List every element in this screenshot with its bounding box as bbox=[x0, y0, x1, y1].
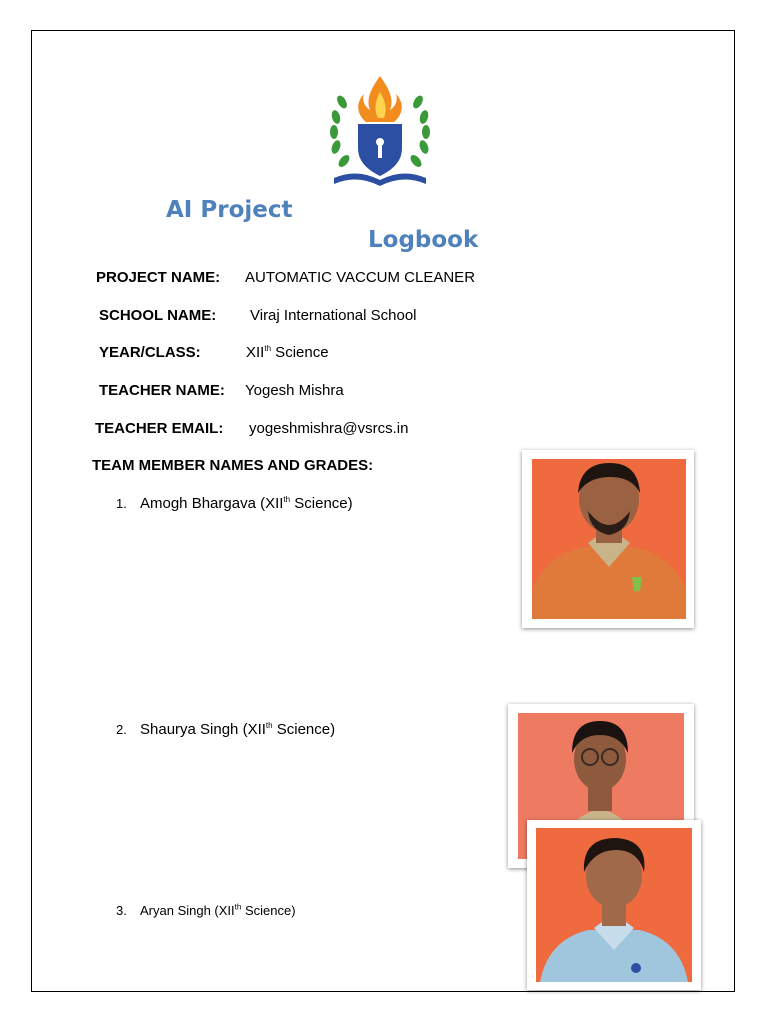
teacher-name-label: TEACHER NAME: bbox=[99, 382, 225, 399]
teacher-name-value: Yogesh Mishra bbox=[245, 382, 344, 399]
year-class-label: YEAR/CLASS: bbox=[99, 344, 201, 361]
teacher-email-value: yogeshmishra@vsrcs.in bbox=[249, 420, 409, 437]
team-member-2: 2. Shaurya Singh (XIIth Science) bbox=[116, 721, 336, 738]
school-emblem-icon bbox=[320, 72, 440, 192]
team-member-1: 1. Amogh Bhargava (XIIth Science) bbox=[116, 495, 353, 512]
project-name-label: PROJECT NAME: bbox=[96, 269, 221, 286]
title-line-2: Logbook bbox=[368, 227, 479, 253]
team-member-3: 3. Aryan Singh (XIIth Science) bbox=[116, 902, 296, 918]
school-name-label: SCHOOL NAME: bbox=[99, 307, 217, 324]
photo-member-3 bbox=[527, 820, 701, 990]
school-name-value: Viraj International School bbox=[250, 307, 417, 324]
teacher-email-label: TEACHER EMAIL: bbox=[95, 420, 224, 437]
photo-member-1 bbox=[522, 450, 694, 628]
project-name-value: AUTOMATIC VACCUM CLEANER bbox=[245, 269, 476, 286]
team-heading: TEAM MEMBER NAMES AND GRADES: bbox=[92, 457, 374, 474]
year-class-value: XIIth Science bbox=[246, 344, 329, 361]
title-line-1: AI Project bbox=[166, 197, 293, 223]
